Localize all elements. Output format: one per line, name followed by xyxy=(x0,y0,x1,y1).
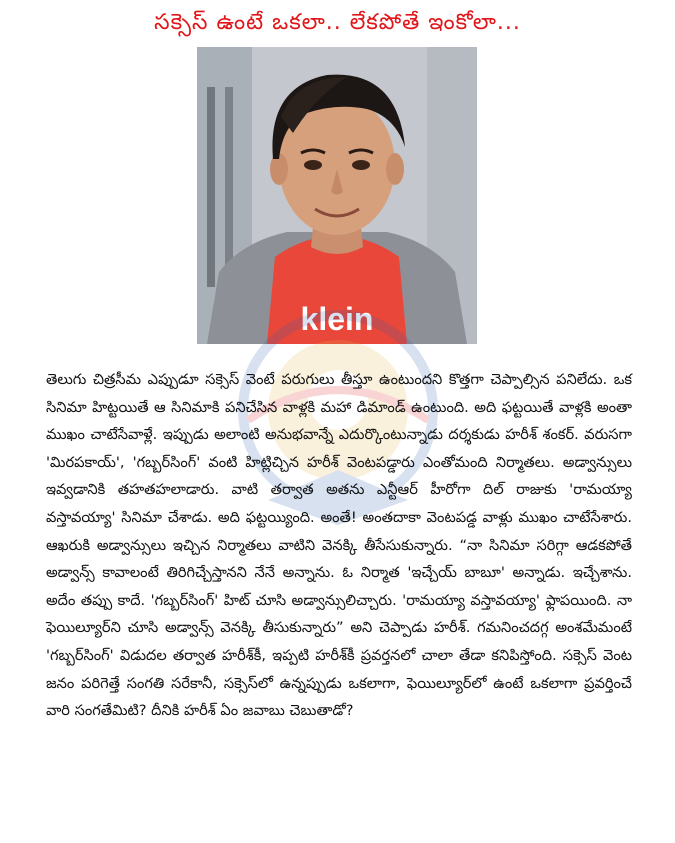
article-body xyxy=(46,366,632,725)
headline: సక్సెస్ ఉంటే ఒకలా.. లేకపోతే ఇంకోలా... xyxy=(154,10,521,35)
shirt-brand-text: klein xyxy=(300,301,374,337)
article-paragraph: తెలుగు చిత్రసీమ ఎప్పుడూ సక్సెస్ వెంటే పరుగులు తీస్తూ ఉంటుందని కొత్తగా చెప్పాల్సిన పనిలేదు. ఒక సినిమా హిట్టయితే ఆ సినిమాకి పనిచేసిన వాళ్లకి మహా డిమాండ్ ఉంటుంది. అది ఫట్టయితే వాళ్లకి అంతా ముఖం చాటేసేవాళ్లే. ఇప్పుడు అలాంటి అనుభవాన్నే ఎదుర్కొంటున్నాడు దర్శకుడు హరీశ్ శంకర్. వరుసగా 'మిరపకాయ్', 'గబ్బర్‌సింగ్' వంటి హిట్లిచ్చిన హరీశ్ వెంటపడ్డారు ఎంతోమంది నిర్మాతలు. అడ్వాన్సులు ఇవ్వడానికి తహతహలాడారు. వాటి తర్వాత అతను ఎన్టీఆర్ హీరోగా దిల్ రాజుకు 'రామయ్యా వస్తావయ్యా' సినిమా చేశాడు. అది ఫట్టయ్యింది. అంతే! అంతదాకా వెంటపడ్డ వాళ్లు ముఖం చాటేసేశారు. ఆఖరుకి అడ్వాన్సులు ఇచ్చిన నిర్మాతలు వాటిని వెనక్కి తీసేసుకున్నారు. “నా సినిమా సరిగ్గా ఆడకపోతే అడ్వాన్స్ కావాలంటే తిరిగిచ్చేస్తానని నేనే అన్నాను. ఓ నిర్మాత 'ఇచ్చేయ్ బాబూ' అన్నాడు. ఇచ్చేశాను. అదేం తప్పు కాదే. 'గబ్బర్‌సింగ్' హిట్ చూసి అడ్వాన్సులిచ్చారు. 'రామయ్యా వస్తావయ్యా' ఫ్లాపయింది. నా ఫెయిల్యూర్‌ని చూసి అడ్వాన్స్ వెనక్కి తీసుకున్నారు” అని చెప్పాడు హరీశ్. గమనించదగ్గ అంశమేమంటే 'గబ్బర్‌సింగ్' విడుదల తర్వాత హరీశ్‌కీ, ఇప్పటి హరీశ్‌కీ ప్రవర్తనలో చాలా తేడా కనిపిస్తోంది. సక్సెస్ వెంట జనం పరిగెత్తే సంగతి సరేకానీ, సక్సెస్‌లో ఉన్నప్పుడు ఒకలాగా, ఫెయిల్యూర్‌లో ఉంటే ఒకలాగా ప్రవర్తించే వారి సంగతేమిటి? దీనికి హరీశ్ ఏం జవాబు చెబుతాడో? xyxy=(46,371,632,720)
